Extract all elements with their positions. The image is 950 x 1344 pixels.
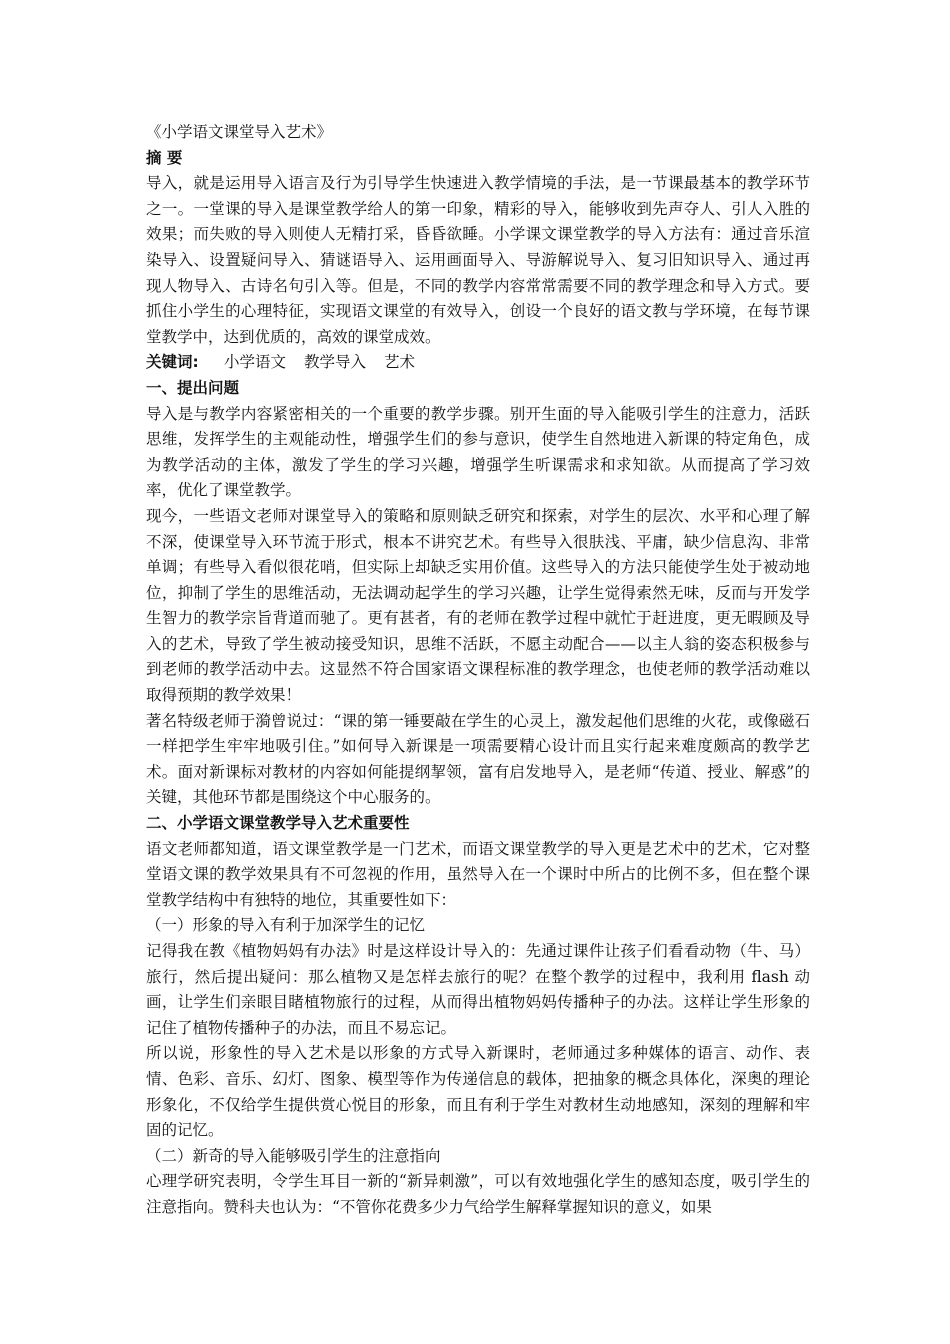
- body-paragraph: 导入是与教学内容紧密相关的一个重要的教学步骤。别开生面的导入能吸引学生的注意力，活跃思维，发挥学生的主观能动性，增强学生们的参与意识，使学生自然地进入新课的特定角色，成为教学活动的主体，激发了学生的学习兴趣，增强学生听课需求和求知欲。从而提高了学习效率，优化了课堂教学。: [146, 404, 810, 500]
- body-paragraph: 著名特级老师于漪曾说过：“课的第一锤要敲在学生的心灵上，激发起他们思维的火花，或像磁石一样把学生牢牢地吸引住。”如何导入新课是一项需要精心设计而且实行起来难度颇高的教学艺术。面对新课标对教材的内容如何能提纲挈领，富有启发地导入，是老师“传道、授业、解惑”的关键，其他环节都是围绕这个中心服务的。: [146, 711, 810, 807]
- body-paragraph: 现今，一些语文老师对课堂导入的策略和原则缺乏研究和探索，对学生的层次、水平和心理了解不深，使课堂导入环节流于形式，根本不讲究艺术。有些导入很肤浅、平庸，缺少信息沟、非常单调；有些导入看似很花哨，但实际上却缺乏实用价值。这些导入的方法只能使学生处于被动地位，抑制了学生的思维活动，无法调动起学生的学习兴趣，让学生觉得索然无味，反而与开发学生智力的教学宗旨背道而驰了。更有甚者，有的老师在教学过程中就忙于赶进度，更无暇顾及导入的艺术，导致了学生被动接受知识，思维不活跃，不愿主动配合——以主人翁的姿态积极参与到老师的教学活动中去。这显然不符合国家语文课程标准的教学理念，也使老师的教学活动难以取得预期的教学效果！: [146, 506, 810, 705]
- body-paragraph: 语文老师都知道，语文课堂教学是一门艺术，而语文课堂教学的导入更是艺术中的艺术，它对整堂语文课的教学效果具有不可忽视的作用，虽然导入在一个课时中所占的比例不多，但在整个课堂教学结构中有独特的地位，其重要性如下：: [146, 839, 810, 909]
- body-paragraph: 记得我在教《植物妈妈有办法》时是这样设计导入的：先通过课件让孩子们看看动物（牛、马）旅行，然后提出疑问：那么植物又是怎样去旅行的呢？在整个教学的过程中，我利用 flash 动画，让学生们亲眼目睹植物旅行的过程，从而得出植物妈妈传播种子的办法。这样让学生形象的记住了植物传播种子的办法，而且不易忘记。: [146, 942, 810, 1037]
- keywords-label: 关键词:: [146, 353, 199, 372]
- keywords-line: [146, 350, 810, 376]
- document-title: 《小学语文课堂导入艺术》: [146, 123, 333, 141]
- keyword-item: 教学导入: [304, 353, 367, 372]
- subsection-heading: （一）形象的导入有利于加深学生的记忆: [146, 916, 426, 935]
- keyword-item: 小学语文: [224, 353, 287, 372]
- body-paragraph: 所以说，形象性的导入艺术是以形象的方式导入新课时，老师通过多种媒体的语言、动作、表情、色彩、音乐、幻灯、图象、模型等作为传递信息的载体，把抽象的概念具体化，深奥的理论形象化，不仅给学生提供赏心悦目的形象，而且有利于学生对教材生动地感知，深刻的理解和牢固的记忆。: [146, 1044, 810, 1140]
- keyword-item: 艺术: [384, 353, 416, 372]
- document-body: [146, 120, 810, 1221]
- abstract-heading: 摘 要: [146, 148, 183, 167]
- section-heading: 二、小学语文课堂教学导入艺术重要性: [146, 814, 410, 833]
- section-heading: 一、提出问题: [146, 378, 240, 397]
- abstract-paragraph: 导入，就是运用导入语言及行为引导学生快速进入教学情境的手法，是一节课最基本的教学环节之一。一堂课的导入是课堂教学给人的第一印象，精彩的导入，能够收到先声夺人、引人入胜的效果；而失败的导入则使人无精打采，昏昏欲睡。小学课文课堂教学的导入方法有：通过音乐渲染导入、设置疑问导入、猜谜语导入、运用画面导入、导游解说导入、复习旧知识导入、通过再现人物导入、古诗名句引入等。但是，不同的教学内容常常需要不同的教学理念和导入方式。要抓住小学生的心理特征，实现语文课堂的有效导入，创设一个良好的语文教与学环境，在每节课堂教学中，达到优质的，高效的课堂成效。: [146, 174, 810, 346]
- body-paragraph: 心理学研究表明，令学生耳目一新的“新异刺激”，可以有效地强化学生的感知态度，吸引学生的注意指向。赞科夫也认为：“不管你花费多少力气给学生解释掌握知识的意义，如果: [146, 1172, 810, 1216]
- subsection-heading: （二）新奇的导入能够吸引学生的注意指向: [146, 1146, 441, 1165]
